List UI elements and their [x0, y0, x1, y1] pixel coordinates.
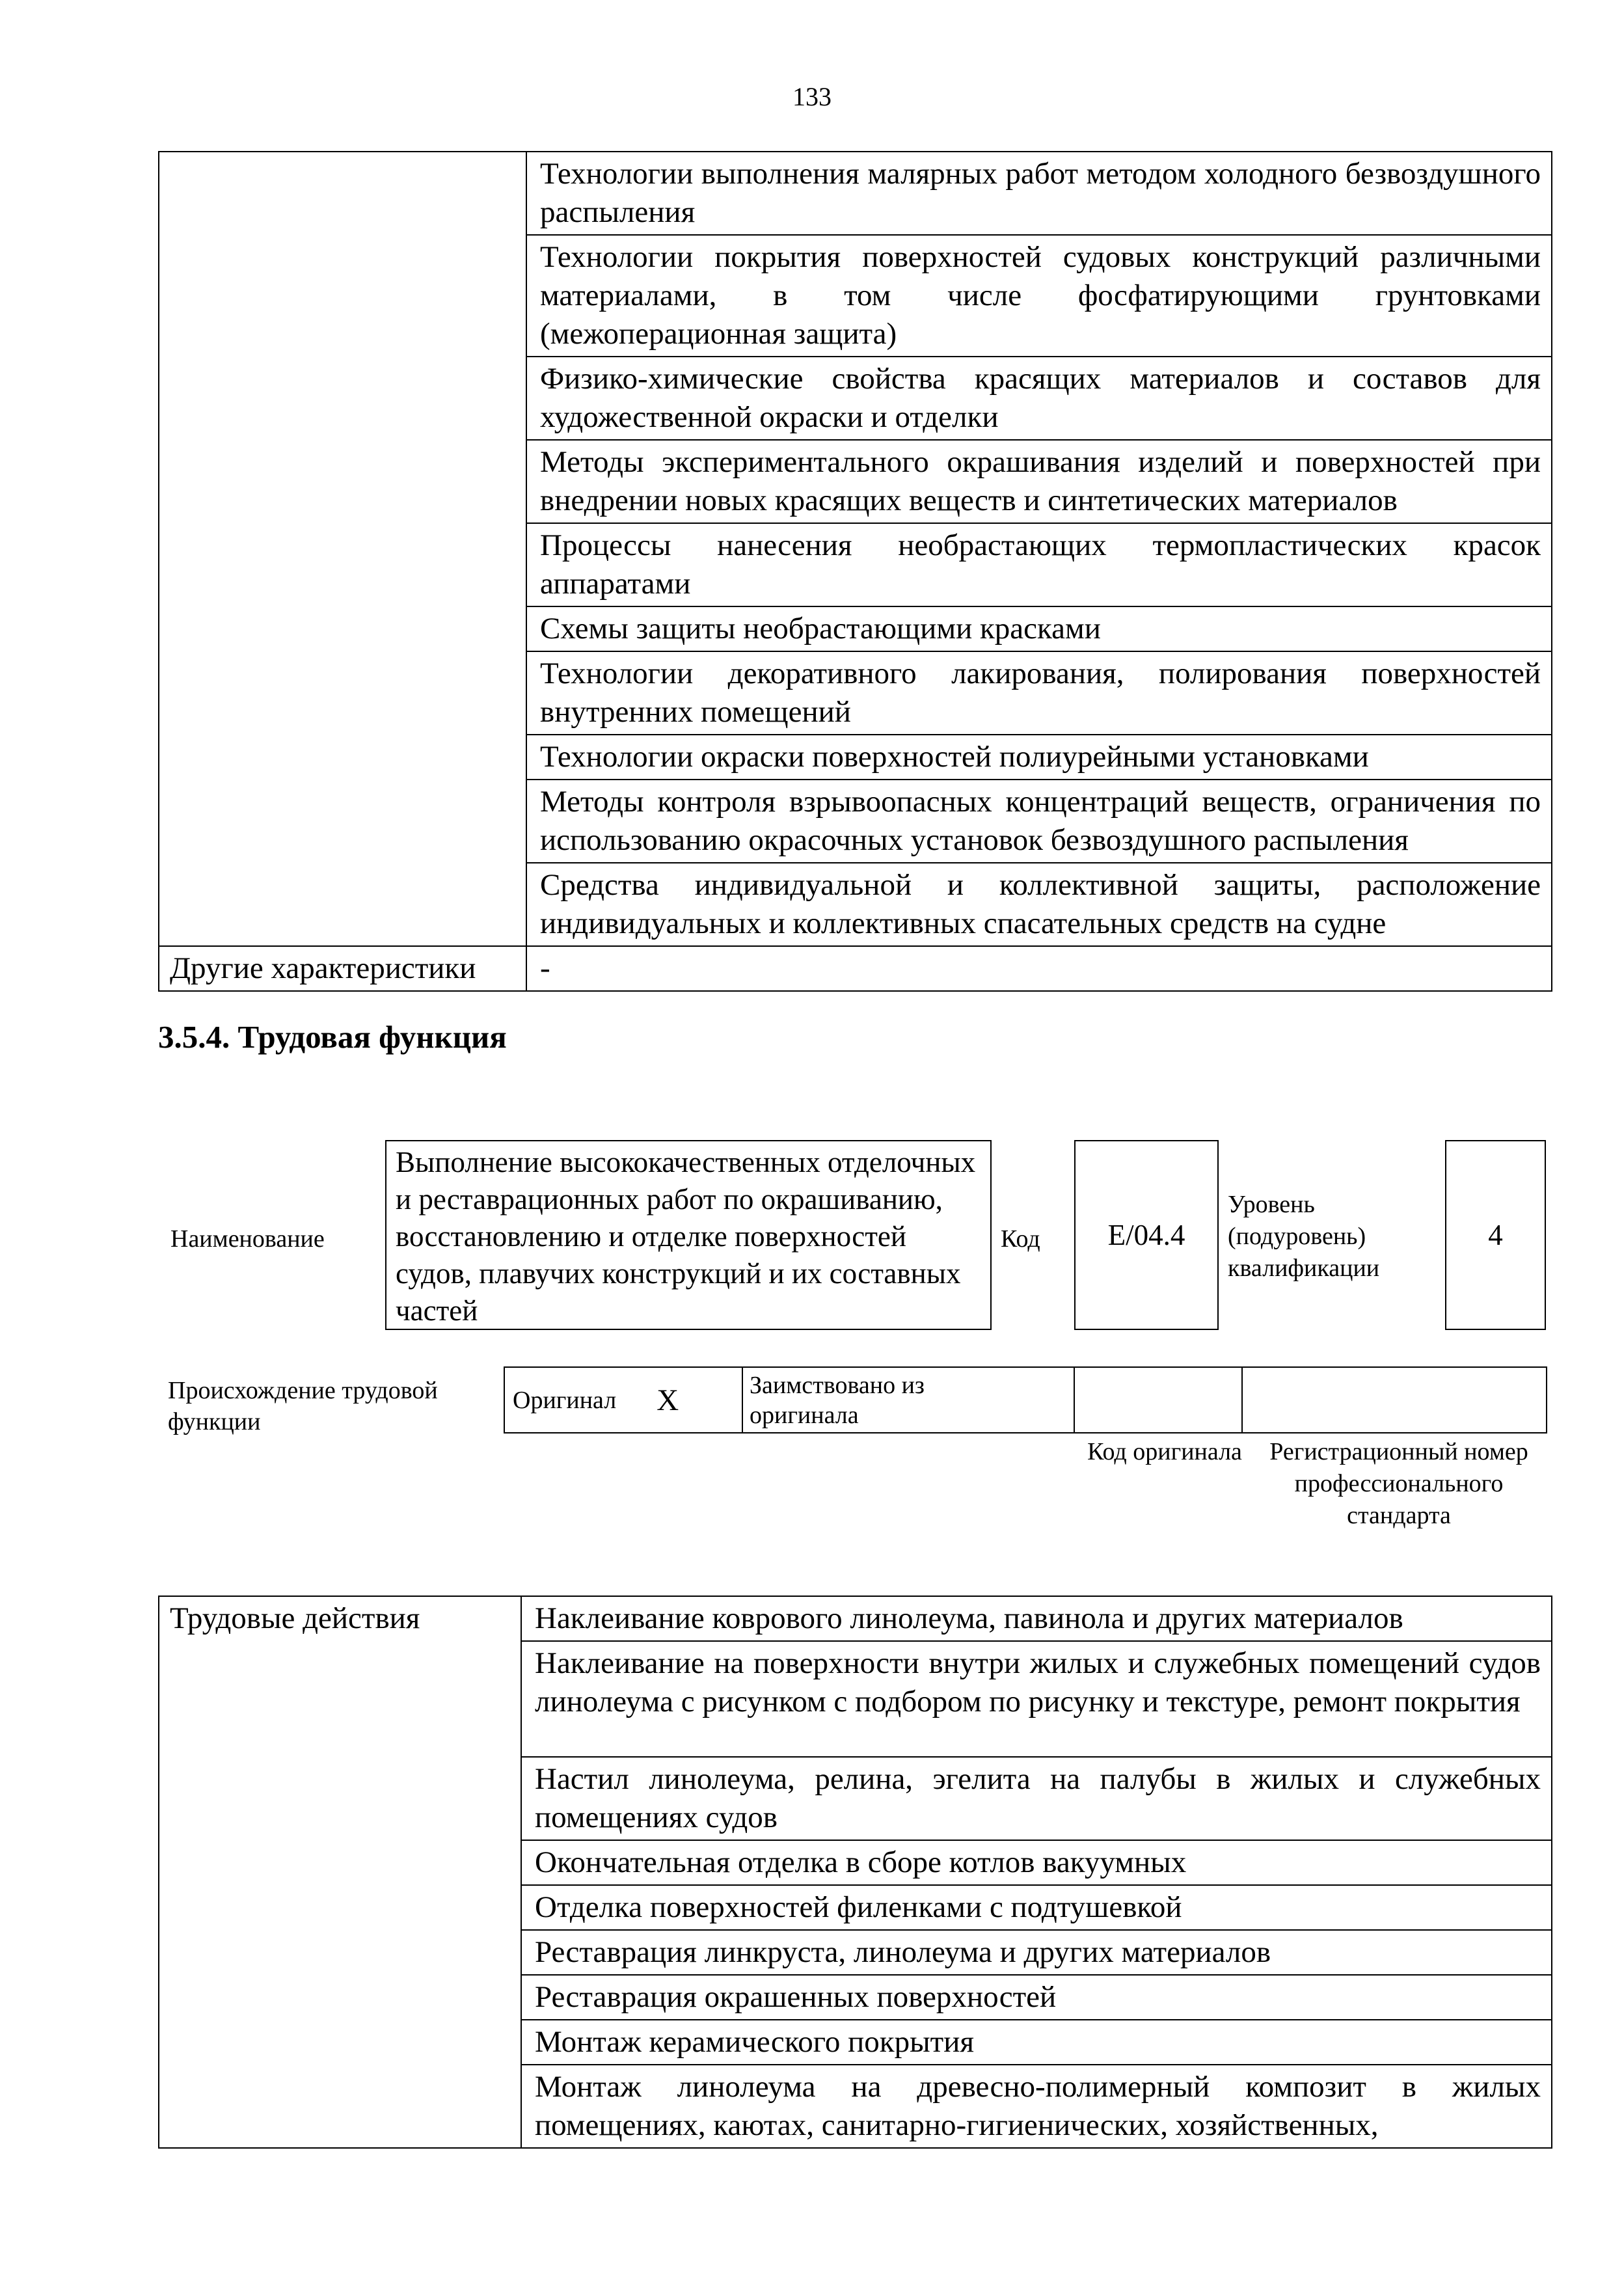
level-box	[1445, 1140, 1546, 1330]
action-item: Монтаж керамического покрытия	[521, 2020, 1552, 2065]
level-label: Уровень (подуровень) квалификации	[1228, 1191, 1380, 1282]
action-item: Реставрация окрашенных поверхностей	[521, 1975, 1552, 2020]
knowledge-left-cell	[159, 152, 526, 946]
action-item: Реставрация линкруста, линолеума и других материалов	[521, 1930, 1552, 1975]
action-item: Настил линолеума, релина, эгелита на палубы в жилых и служебных помещениях судов	[521, 1757, 1552, 1840]
actions-table	[158, 1596, 1552, 2149]
reg-number-cell	[1242, 1367, 1547, 1433]
knowledge-item: Технологии выполнения малярных работ методом холодного безвоздушного распыления	[526, 152, 1552, 235]
original-cell	[504, 1367, 742, 1433]
reg-number-caption: Регистрационный номер профессионального стандарта	[1269, 1438, 1528, 1529]
knowledge-item: Физико-химические свойства красящих материалов и составов для художественной окраски и отделки	[526, 357, 1552, 440]
code-value: E/04.4	[1107, 1219, 1185, 1251]
code-original-caption: Код оригинала	[1087, 1438, 1242, 1465]
knowledge-table	[158, 151, 1552, 992]
other-characteristics-label: Другие характеристики	[159, 946, 526, 991]
level-value: 4	[1488, 1219, 1503, 1251]
function-name-box	[385, 1140, 992, 1330]
page-number: 133	[792, 82, 832, 111]
knowledge-item: Методы экспериментального окрашивания изделий и поверхностей при внедрении новых красящих веществ и синтетических материалов	[526, 440, 1552, 523]
knowledge-item: Технологии покрытия поверхностей судовых конструкций различными материалами, в том числе фосфатирующими грунтовками (межоперационная защита)	[526, 235, 1552, 357]
action-item: Монтаж линолеума на древесно-полимерный композит в жилых помещениях, каютах, санитарно-гигиенических, хозяйственных,	[521, 2065, 1552, 2148]
knowledge-item: Схемы защиты необрастающими красками	[526, 606, 1552, 651]
code-box	[1074, 1140, 1219, 1330]
origin-table	[504, 1366, 1547, 1433]
code-label: Код	[1001, 1225, 1040, 1253]
knowledge-item: Процессы нанесения необрастающих термопластических красок аппаратами	[526, 523, 1552, 606]
action-item: Наклеивание на поверхности внутри жилых и служебных помещений судов линолеума с рисунком с подбором по рисунку и текстуре, ремонт покрытия	[521, 1641, 1552, 1757]
original-mark: X	[656, 1383, 679, 1417]
knowledge-item: Технологии окраски поверхностей полиурейными установками	[526, 735, 1552, 780]
origin-label: Происхождение трудовой функции	[168, 1377, 438, 1435]
other-characteristics-value: -	[526, 946, 1552, 991]
knowledge-item: Методы контроля взрывоопасных концентраций веществ, ограничения по использованию окрасочных установок безвоздушного распыления	[526, 780, 1552, 863]
knowledge-item: Средства индивидуальной и коллективной защиты, расположение индивидуальных и коллективных спасательных средств на судне	[526, 863, 1552, 946]
name-label: Наименование	[170, 1225, 325, 1253]
borrowed-cell	[742, 1367, 1074, 1433]
code-original-cell	[1074, 1367, 1242, 1433]
original-label: Оригинал	[513, 1386, 617, 1414]
actions-label: Трудовые действия	[170, 1601, 420, 1635]
knowledge-item: Технологии декоративного лакирования, полирования поверхностей внутренних помещений	[526, 651, 1552, 735]
action-item: Наклеивание коврового линолеума, павинола и других материалов	[521, 1596, 1552, 1641]
action-item: Окончательная отделка в сборе котлов вакуумных	[521, 1840, 1552, 1885]
section-heading: 3.5.4. Трудовая функция	[158, 1019, 507, 1055]
borrowed-label: Заимствовано из оригинала	[750, 1372, 925, 1429]
action-item: Отделка поверхностей филенками с подтушевкой	[521, 1885, 1552, 1930]
actions-label-cell	[159, 1596, 521, 2148]
function-name-text: Выполнение высококачественных отделочных и реставрационных работ по окрашиванию, восстановлению и отделке поверхностей судов, плавучих конструкций и их составных частей	[396, 1146, 976, 1327]
